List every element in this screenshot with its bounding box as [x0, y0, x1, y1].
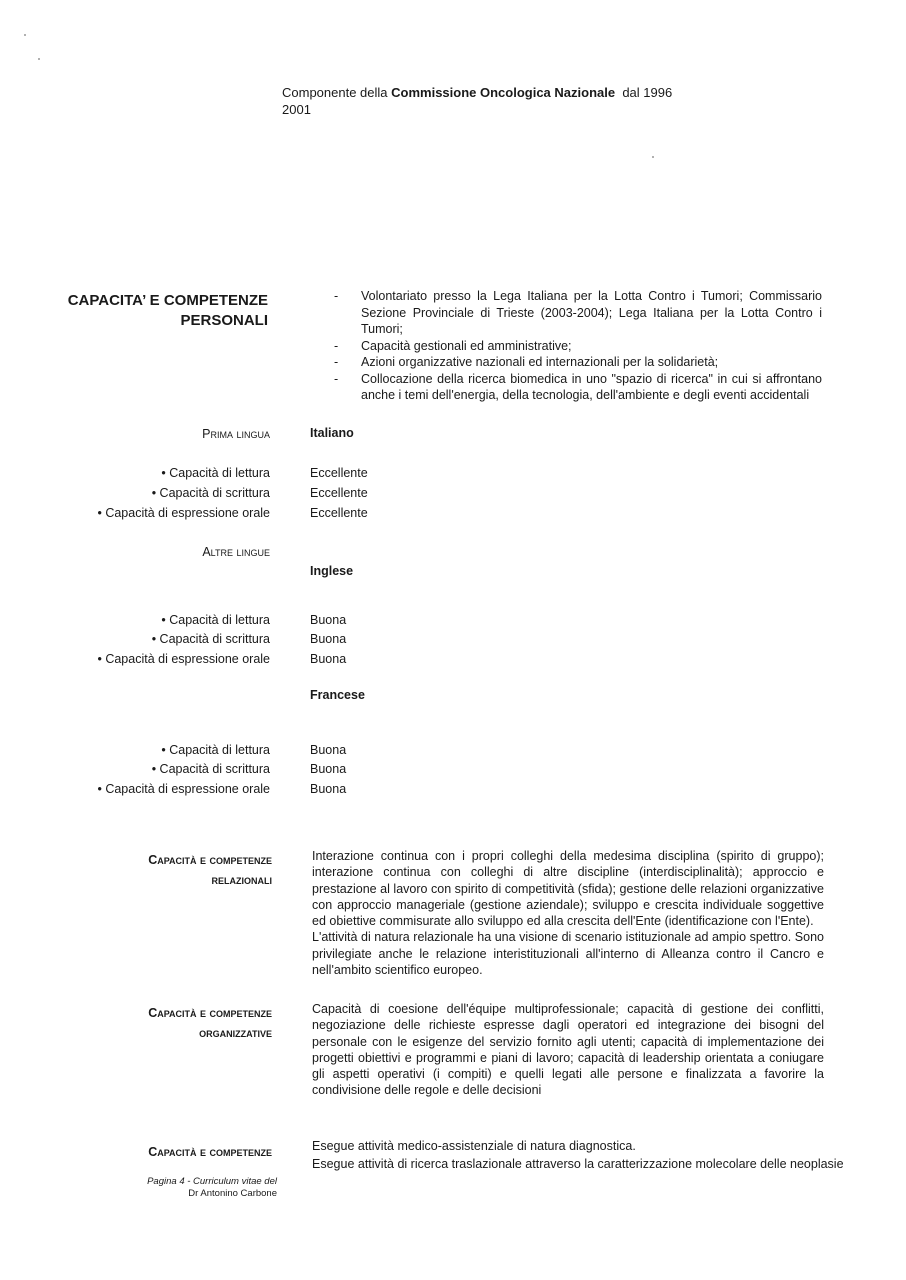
- writing-label: • Capacità di scrittura: [151, 632, 270, 646]
- scan-speck: [38, 58, 40, 60]
- speaking-label: • Capacità di espressione orale: [97, 782, 270, 796]
- commission-year: 2001: [282, 102, 311, 117]
- scan-speck: [24, 34, 26, 36]
- reading-label: • Capacità di lettura: [161, 743, 270, 757]
- reading-label: • Capacità di lettura: [161, 466, 270, 480]
- relational-skills-heading: Capacità e competenze relazionali: [148, 853, 272, 887]
- technical-skills-heading: Capacità e competenze: [148, 1145, 272, 1159]
- technical-line: Esegue attività di ricerca traslazionale attraverso la caratterizzazione molecolare delle neoplasie: [312, 1156, 844, 1171]
- page-footer: [77, 1176, 277, 1200]
- english-writing: Buona: [310, 632, 347, 646]
- commission-name: Commissione Oncologica Nazionale: [391, 85, 616, 100]
- organizational-skills-text: Capacità di coesione dell'équipe multiprofessionale; capacità di gestione dei conflitti, negoziazione delle richieste espresse dagli operatori ed integrazione dei bisogni del personale con le esigenze del servizio fornito agli utenti; capacità di implementazione dei progetti obiettivi e programmi e piani di lavoro; capacità di leadership orientata a coniugare gli aspetti operativi (i compiti) e quelli legati alle persone e finalizzata a favorire la condivisione delle regole e delle decisioni: [312, 1002, 824, 1098]
- speaking-label: • Capacità di espressione orale: [97, 506, 270, 520]
- reading-label: • Capacità di lettura: [161, 613, 270, 627]
- commission-entry: [282, 84, 742, 118]
- english-language-name: Inglese: [310, 564, 354, 578]
- first-language-label: Prima lingua: [202, 427, 270, 441]
- list-item: - Capacità gestionali ed amministrative;: [334, 338, 572, 353]
- technical-line: Esegue attività medico-assistenziale di natura diagnostica.: [312, 1139, 636, 1153]
- relational-skills-text: [312, 848, 824, 978]
- italian-speaking: Eccellente: [310, 506, 368, 520]
- personal-skills-list: [330, 288, 822, 404]
- commission-prefix: Componente della: [282, 85, 392, 100]
- french-reading: Buona: [310, 743, 347, 757]
- italian-reading: Eccellente: [310, 466, 368, 480]
- footer-author: Dr Antonino Carbone: [188, 1188, 277, 1199]
- writing-label: • Capacità di scrittura: [151, 762, 270, 776]
- english-speaking: Buona: [310, 652, 347, 666]
- french-language-name: Francese: [310, 688, 365, 702]
- writing-label: • Capacità di scrittura: [151, 486, 270, 500]
- italian-writing: Eccellente: [310, 486, 368, 500]
- speaking-label: • Capacità di espressione orale: [97, 652, 270, 666]
- list-item: - Azioni organizzative nazionali ed internazionali per la solidarietà;: [334, 355, 719, 369]
- footer-page-label: Pagina 4 - Curriculum vitae del: [147, 1176, 277, 1187]
- english-reading: Buona: [310, 613, 347, 627]
- personal-skills-heading: CAPACITA’ E COMPETENZE PERSONALI: [67, 292, 268, 329]
- technical-skills-text: [312, 1138, 844, 1173]
- list-item: - Collocazione della ricerca biomedica in uno "spazio di ricerca" in cui si affrontano anche i temi dell'energia, della tecnologia, dell'ambiente e degli eventi accidentali: [334, 371, 822, 402]
- relational-paragraph: L'attività di natura relazionale ha una visione di scenario istituzionale ad ampio spettro. Sono privilegiate anche le relazione interistituzionali all'interno di Alleanza contro il Cancro e nell'ambito scientifico europeo.: [312, 930, 824, 978]
- first-language-value: Italiano: [310, 426, 354, 440]
- relational-paragraph: Interazione continua con i propri colleghi della medesima disciplina (spirito di gruppo); interazione continua con colleghi di altre discipline (interdisciplinalità); approccio e prestazione al lavoro con spirito di competitività (sfida); gestione delle relazioni organizzative con approccio manageriale (gestione aziendale); sviluppo e crescita individuale soggettive ed obiettive commisurate allo sviluppo ed alla crescita dell'Ente (identificazione con l'Ente).: [312, 849, 824, 929]
- french-speaking: Buona: [310, 782, 347, 796]
- other-languages-label: Altre lingue: [202, 545, 270, 559]
- list-item: - Volontariato presso la Lega Italiana per la Lotta Contro i Tumori; Commissario Sezione Provinciale di Trieste (2003-2004); Lega Italiana per la Lotta Contro i Tumori;: [334, 289, 822, 336]
- organizational-skills-heading: Capacità e competenze organizzative: [148, 1006, 272, 1040]
- scan-speck: [652, 156, 654, 158]
- commission-since: dal 1996: [615, 85, 673, 100]
- french-writing: Buona: [310, 762, 347, 776]
